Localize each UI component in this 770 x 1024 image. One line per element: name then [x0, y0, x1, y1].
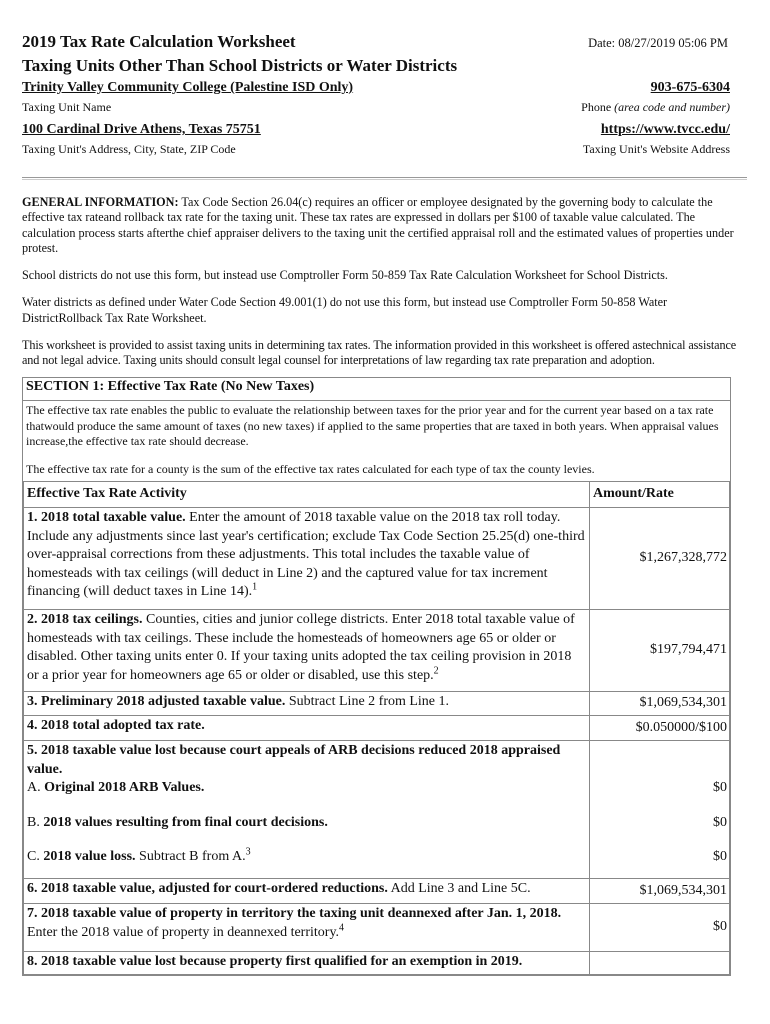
worksheet-header [22, 30, 730, 157]
taxing-unit-name: Trinity Valley Community College (Palestine ISD Only) [22, 80, 354, 95]
line-2-amount: $197,794,471 [590, 610, 730, 692]
col-amount: Amount/Rate [590, 482, 730, 508]
table-row-line-4: 4. 2018 total adopted tax rate. $0.050000/$100 [24, 716, 730, 741]
worksheet-subtitle: Taxing Units Other Than School Districts or Water Districts [22, 56, 458, 75]
section-1-intro: The effective tax rate enables the public to evaluate the relationship between taxes for the prior year and for the current year based on a tax rate thatwould produce the same amount of taxes (no new taxes) if applied to the same properties that are taxed in both years. When appraisal values increase,the effective tax rate should decrease. The effective tax rate for a county is the sum of the effective tax rates calculated for each type of tax the county levies. [26, 403, 719, 476]
address-label: Taxing Unit's Address, City, State, ZIP Code [22, 142, 236, 156]
website-link[interactable]: https://www.tvcc.edu/ [600, 122, 730, 137]
line-4-amount: $0.050000/$100 [590, 716, 730, 741]
phone-number: 903-675-6304 [650, 80, 730, 95]
line-3-amount: $1,069,534,301 [590, 692, 730, 716]
website-label: Taxing Unit's Website Address [582, 142, 730, 156]
line-1-amount: $1,267,328,772 [590, 508, 730, 610]
header-divider [22, 177, 747, 180]
line-6-amount: $1,069,534,301 [590, 879, 730, 904]
table-row-line-1: 1. 2018 total taxable value. Enter the amount of 2018 taxable value on the 2018 tax roll today. Include any adjustments since last year's certification; exclude Tax Code Section 25.25(d) one-third over-appraisal corrections from these adjustments. This total includes the taxable value of homesteads with tax ceilings (will deduct in Line 2) and the captured value for tax increment financing (will deduct taxes in Line 14).$^1$ $1,267,328,772 [24, 508, 730, 610]
section-1 [22, 377, 731, 976]
effective-tax-rate-table [23, 481, 730, 975]
general-paragraph-3: Water districts as defined under Water Code Section 49.001(1) do not use this form, but instead use Comptroller Form 50-858 Water DistrictRollback Tax Rate Worksheet. [22, 295, 668, 325]
line-7-amount: $0 [590, 904, 730, 952]
section-1-title: SECTION 1: Effective Tax Rate (No New Taxes) [23, 378, 730, 401]
general-paragraph-2: School districts do not use this form, but instead use Comptroller Form 50-859 Tax Rate Calculation Worksheet for School Districts. [22, 268, 668, 283]
worksheet-date: Date: 08/27/2019 05:06 PM [588, 36, 728, 50]
general-paragraph-1: GENERAL INFORMATION: Tax Code Section 26.04(c) requires an officer or employee designated by the governing body to calculate the effective tax rateand rollback tax rate for the taxing unit. These tax rates are expressed in dollars per $100 of taxable value calculated. The calculation process starts afterthe chief appraiser delivers to the taxing unit the certified appraisal roll and the estimated values of properties under protest. [22, 195, 734, 255]
line-8-amount [590, 952, 730, 975]
line-5c-amount: $0 [713, 849, 727, 864]
taxing-unit-name-label: Taxing Unit Name [22, 100, 112, 114]
table-row-line-7: 7. 2018 taxable value of property in territory the taxing unit deannexed after Jan. 1, 2018. Enter the 2018 value of property in deannexed territory.$^4$ $0 [24, 904, 730, 952]
table-row-line-2: 2. 2018 tax ceilings. Counties, cities and junior college districts. Enter 2018 total taxable value of homesteads with tax ceilings. These include the homesteads of homeowners age 65 or older or disabled. Other taxing units enter 0. If your taxing units adopted the tax ceiling provision in 2018 or a prior year for homeowners age 65 or older or disabled, use this step.$^2$ $197,794,471 [24, 610, 730, 692]
col-activity: Effective Tax Rate Activity [24, 482, 590, 508]
taxing-unit-address: 100 Cardinal Drive Athens, Texas 75751 [22, 122, 261, 137]
table-header-row [24, 482, 730, 508]
worksheet-title: 2019 Tax Rate Calculation Worksheet [22, 32, 296, 51]
general-paragraph-4: This worksheet is provided to assist taxing units in determining tax rates. The information provided in this worksheet is offered astechnical assistance and not legal advice. Taxing units should consult legal counsel for interpretations of law regarding tax rate preparation and adoption. [22, 338, 737, 368]
line-5a-amount: $0 [713, 780, 727, 795]
line-5b-amount: $0 [713, 814, 727, 830]
table-row-line-3: 3. Preliminary 2018 adjusted taxable value. Subtract Line 2 from Line 1. $1,069,534,301 [24, 692, 730, 716]
table-row-line-5: 5. 2018 taxable value lost because court appeals of ARB decisions reduced 2018 appraised value. A. Original 2018 ARB Values. B. 2018 values resulting from final court decisions. C. 2018 value loss. Subtract B from A.$^3$ $0 $0 $0 [24, 741, 730, 879]
table-row-line-6: 6. 2018 taxable value, adjusted for court-ordered reductions. Add Line 3 and Line 5C. $1,069,534,301 [24, 879, 730, 904]
phone-label: Phone (area code and number) [581, 100, 730, 114]
table-row-line-8: 8. 2018 taxable value lost because property first qualified for an exemption in 2019. [24, 952, 730, 975]
general-information [22, 195, 744, 369]
